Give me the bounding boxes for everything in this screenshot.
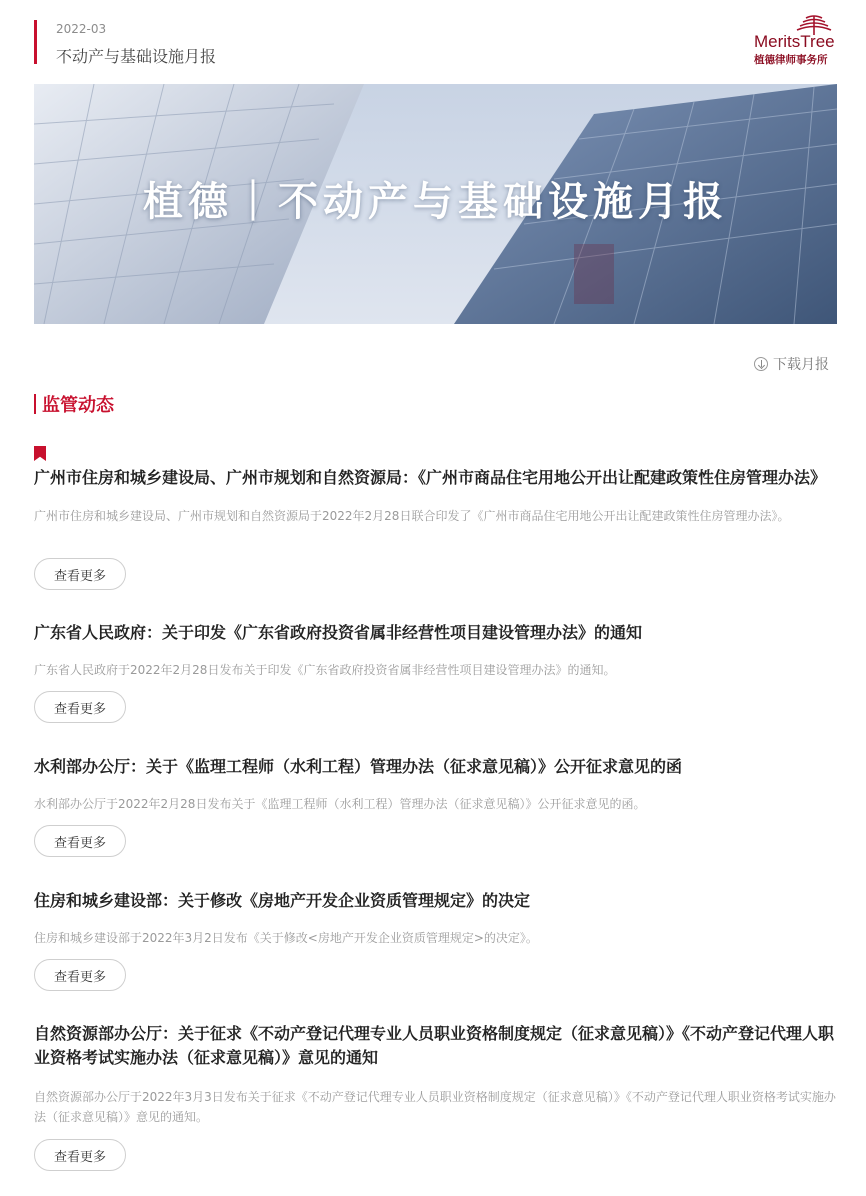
bookmark-flag-icon: [34, 446, 46, 461]
article-item: [34, 755, 837, 851]
header-accent-bar: [34, 20, 37, 64]
article-summary: 广州市住房和城乡建设局、广州市规划和自然资源局于2022年2月28日联合印发了《广州市商品住宅用地公开出让配建政策性住房管理办法》。: [34, 509, 790, 523]
page-header: [0, 0, 866, 84]
article-item: [34, 889, 837, 985]
article-summary: 住房和城乡建设部于2022年3月2日发布《关于修改<房地产开发企业资质管理规定>的决定》。: [34, 931, 538, 945]
issue-date: 2022-03: [56, 22, 107, 36]
view-more-button[interactable]: 查看更多: [34, 959, 126, 991]
hero-banner: [34, 84, 837, 324]
article-title[interactable]: 自然资源部办公厅：关于征求《不动产登记代理专业人员职业资格制度规定（征求意见稿）》《不动产登记代理人职业资格考试实施办法（征求意见稿）》意见的通知: [34, 1024, 835, 1067]
article-item: [34, 1022, 837, 1165]
article-summary: 水利部办公厅于2022年2月28日发布关于《监理工程师（水利工程）管理办法（征求意见稿）》公开征求意见的函。: [34, 797, 646, 811]
article-title[interactable]: 住房和城乡建设部：关于修改《房地产开发企业资质管理规定》的决定: [34, 891, 531, 910]
meritstree-logo: [746, 14, 838, 70]
logo-name: MeritsTree: [754, 32, 835, 51]
view-more-button[interactable]: 查看更多: [34, 691, 126, 723]
view-more-button[interactable]: 查看更多: [34, 825, 126, 857]
view-more-button[interactable]: 查看更多: [34, 558, 126, 590]
article-title[interactable]: [34, 442, 837, 490]
article-item: [34, 621, 837, 717]
article-title-text: 广州市住房和城乡建设局、广州市规划和自然资源局：《广州市商品住宅用地公开出让配建政策性住房管理办法》: [34, 468, 827, 487]
article-title[interactable]: 水利部办公厅：关于《监理工程师（水利工程）管理办法（征求意见稿）》公开征求意见的函: [34, 757, 683, 776]
article-title[interactable]: 广东省人民政府：关于印发《广东省政府投资省属非经营性项目建设管理办法》的通知: [34, 623, 643, 642]
download-report-link[interactable]: [754, 354, 829, 374]
section-title: 监管动态: [42, 395, 114, 416]
section-heading: [34, 393, 114, 415]
section-accent-bar: [34, 394, 36, 414]
download-icon: [754, 357, 768, 371]
download-label: 下载月报: [773, 357, 829, 373]
page-title: 不动产与基础设施月报: [56, 47, 217, 66]
article-item: [34, 442, 837, 584]
article-summary: 广东省人民政府于2022年2月28日发布关于印发《广东省政府投资省属非经营性项目建设管理办法》的通知。: [34, 663, 616, 677]
banner-title: 植德｜不动产与基础设施月报: [143, 179, 728, 225]
article-summary: 自然资源部办公厅于2022年3月3日发布关于征求《不动产登记代理专业人员职业资格制度规定（征求意见稿）》《不动产登记代理人职业资格考试实施办法（征求意见稿）》意见的通知。: [34, 1090, 836, 1124]
view-more-button[interactable]: 查看更多: [34, 1139, 126, 1171]
logo-subtitle: 植德律师事务所: [754, 54, 828, 66]
